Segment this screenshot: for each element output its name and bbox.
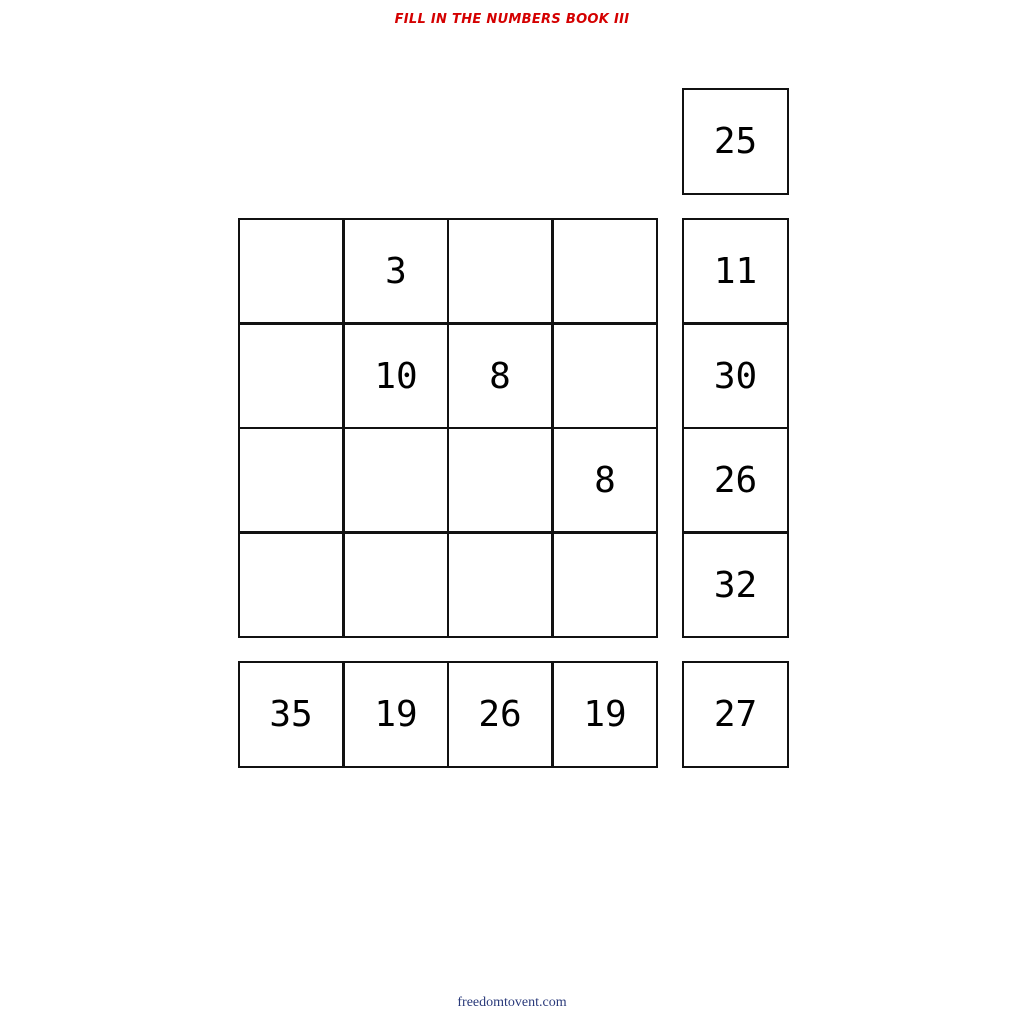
grid-cell[interactable] (343, 427, 449, 533)
column-sum-cell: 26 (447, 661, 553, 768)
page-title: FILL IN THE NUMBERS BOOK III (394, 12, 630, 27)
grid-cell[interactable] (238, 532, 344, 638)
row-sum-cell: 11 (682, 218, 789, 324)
column-sum-cell: 19 (343, 661, 449, 768)
grid-cell[interactable] (552, 218, 658, 324)
grid-cell[interactable] (238, 218, 344, 324)
grid-cell[interactable] (447, 427, 553, 533)
row-sum-cell: 30 (682, 323, 789, 429)
grid-cell[interactable] (552, 532, 658, 638)
footer-url[interactable]: freedomtovent.com (457, 995, 567, 1010)
diagonal-sum-bottom: 27 (682, 661, 789, 768)
grid-cell[interactable] (238, 427, 344, 533)
row-sum-cell: 32 (682, 532, 789, 638)
grid-cell: 10 (343, 323, 449, 429)
row-sum-cell: 26 (682, 427, 789, 533)
grid-cell[interactable] (238, 323, 344, 429)
grid-cell: 8 (447, 323, 553, 429)
diagonal-sum-top: 25 (682, 88, 789, 195)
grid-cell[interactable] (552, 323, 658, 429)
column-sum-cell: 19 (552, 661, 658, 768)
grid-cell[interactable] (343, 532, 449, 638)
column-sum-cell: 35 (238, 661, 344, 768)
grid-cell: 3 (343, 218, 449, 324)
grid-cell[interactable] (447, 218, 553, 324)
grid-cell[interactable] (447, 532, 553, 638)
grid-cell: 8 (552, 427, 658, 533)
